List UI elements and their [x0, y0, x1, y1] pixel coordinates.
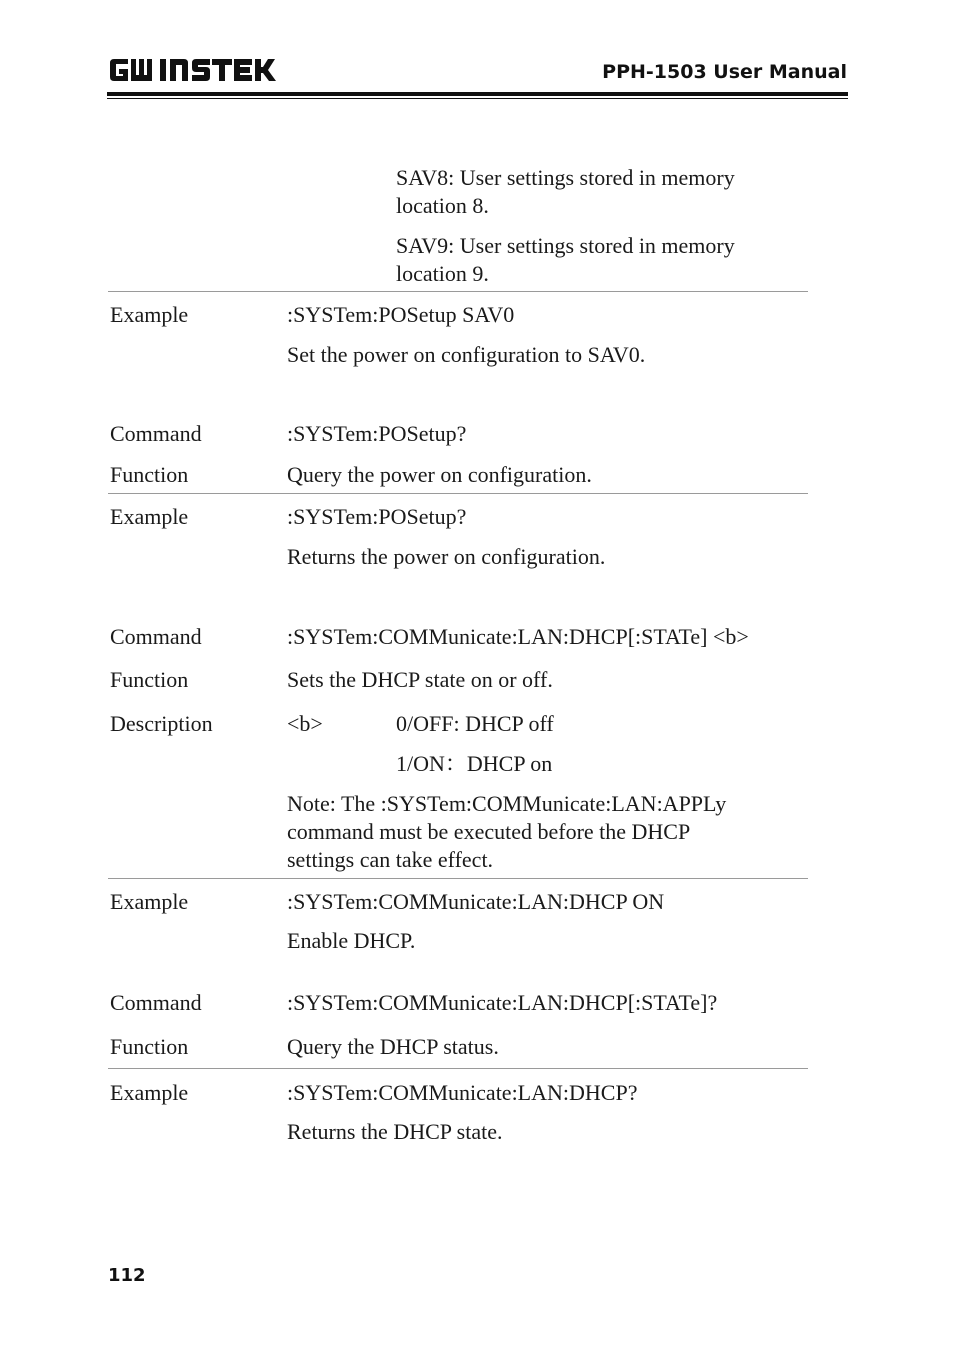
note-line: settings can take effect. — [287, 847, 494, 872]
example-label: Example — [110, 1080, 189, 1105]
section-divider — [108, 1068, 808, 1069]
example-label: Example — [110, 302, 189, 327]
example-description: Enable DHCP. — [287, 928, 416, 953]
parameter-name: <b> — [287, 711, 323, 736]
function-description: Query the DHCP status. — [287, 1034, 499, 1059]
document-title: PPH-1503 User Manual — [602, 61, 847, 83]
example-description: Returns the DHCP state. — [287, 1119, 503, 1144]
sav8-line-1: SAV8: User settings stored in memory — [396, 165, 735, 190]
command-label: Command — [110, 990, 202, 1015]
note-line: Note: The :SYSTem:COMMunicate:LAN:APPLy — [287, 791, 727, 816]
header-rule-thin — [107, 98, 848, 99]
section-divider — [108, 878, 808, 879]
section-divider — [108, 291, 808, 292]
page-number: 112 — [108, 1265, 146, 1286]
example-description: Returns the power on configuration. — [287, 544, 606, 569]
example-label: Example — [110, 504, 189, 529]
example-command: :SYSTem:COMMunicate:LAN:DHCP ON — [287, 889, 665, 914]
example-command: :SYSTem:POSetup? — [287, 504, 467, 529]
command-label: Command — [110, 624, 202, 649]
gw-instek-logo — [108, 56, 280, 84]
command-syntax: :SYSTem:COMMunicate:LAN:DHCP[:STATe] <b> — [287, 624, 749, 649]
sav9-line-1: SAV9: User settings stored in memory — [396, 233, 735, 258]
function-label: Function — [110, 462, 189, 487]
description-label: Description — [110, 711, 213, 736]
example-command: :SYSTem:COMMunicate:LAN:DHCP? — [287, 1080, 638, 1105]
header-rule-thick — [107, 92, 848, 96]
section-divider — [108, 493, 808, 494]
parameter-value-on: 1/ON：DHCP on — [396, 751, 553, 776]
note-text — [287, 790, 726, 874]
command-syntax: :SYSTem:COMMunicate:LAN:DHCP[:STATe]? — [287, 990, 718, 1015]
sav9-description — [396, 232, 735, 288]
function-label: Function — [110, 667, 189, 692]
example-label: Example — [110, 889, 189, 914]
brand-logo-mark — [108, 56, 280, 84]
note-line: command must be executed before the DHCP — [287, 819, 691, 844]
example-description: Set the power on configuration to SAV0. — [287, 342, 646, 367]
example-command: :SYSTem:POSetup SAV0 — [287, 302, 515, 327]
sav8-line-2: location 8. — [396, 193, 489, 218]
command-label: Command — [110, 421, 202, 446]
function-description: Query the power on configuration. — [287, 462, 592, 487]
sav9-line-2: location 9. — [396, 261, 489, 286]
sav8-description — [396, 164, 735, 220]
command-syntax: :SYSTem:POSetup? — [287, 421, 467, 446]
parameter-value-off: 0/OFF: DHCP off — [396, 711, 554, 736]
function-description: Sets the DHCP state on or off. — [287, 667, 553, 692]
function-label: Function — [110, 1034, 189, 1059]
